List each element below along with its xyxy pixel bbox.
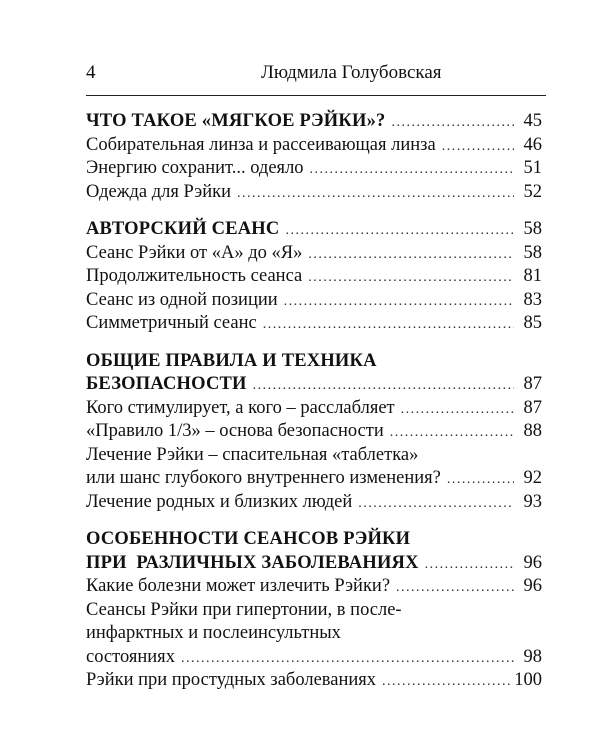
toc-heading-line[interactable]: ОСОБЕННОСТИ СЕАНСОВ РЭЙКИ (86, 529, 411, 549)
toc-item-title: Собирательная линза и рассеивающая линза (86, 134, 436, 155)
toc-page-number: 92 (523, 468, 542, 488)
toc-item-title: Сеанс Рэйки от «А» до «Я» (86, 242, 303, 263)
toc-item-title: Рэйки при простудных заболеваниях (86, 670, 377, 690)
leader-dots (391, 111, 514, 134)
leader-dots (237, 182, 514, 205)
toc-page-number: 45 (523, 111, 542, 131)
toc-page-number: 58 (523, 242, 542, 263)
toc-item[interactable] (86, 181, 542, 205)
toc-page-number: 87 (523, 374, 542, 394)
toc-item-title: Одежда для Рэйки (86, 181, 232, 202)
page-number: 4 (86, 62, 96, 83)
toc-item[interactable] (86, 397, 542, 421)
toc-item-title: Энергию сохранит... одеяло (86, 158, 304, 178)
table-of-contents (86, 110, 542, 693)
author-name: Людмила Голубовская (261, 62, 442, 83)
toc-item[interactable] (86, 420, 542, 444)
toc-item-line[interactable]: инфарктных и послеинсультных (86, 623, 341, 643)
toc-item-line[interactable]: Лечение Рэйки – спасительная «таблетка» (86, 444, 419, 465)
toc-page-number: 51 (523, 158, 542, 178)
leader-dots (390, 421, 514, 444)
toc-section (86, 110, 542, 204)
running-head (86, 62, 546, 86)
leader-dots (447, 468, 514, 491)
toc-page-number: 83 (523, 289, 542, 310)
toc-item[interactable] (86, 157, 542, 181)
toc-item[interactable] (86, 575, 542, 599)
toc-item-line[interactable]: Сеансы Рэйки при гипертонии, в после- (86, 599, 402, 620)
toc-page-number: 81 (523, 266, 542, 286)
toc-item-title: Какие болезни может излечить Рэйки? (86, 576, 391, 596)
toc-section (86, 528, 542, 693)
toc-item-title: «Правило 1/3» – основа безопасности (86, 421, 384, 441)
toc-item-title: Продолжительность сеанса (86, 266, 303, 286)
toc-page-number: 88 (523, 421, 542, 441)
toc-heading[interactable] (86, 218, 542, 242)
leader-dots (308, 243, 514, 266)
toc-item[interactable] (86, 289, 542, 313)
toc-item-title: Сеанс из одной позиции (86, 289, 278, 310)
toc-page-number: 100 (514, 670, 542, 690)
leader-dots (308, 266, 514, 289)
toc-page-number: 87 (523, 397, 542, 418)
toc-page-number: 85 (523, 313, 542, 333)
leader-dots (284, 290, 514, 313)
toc-heading-title: АВТОРСКИЙ СЕАНС (86, 219, 280, 239)
toc-item-title: Кого стимулирует, а кого – расслабляет (86, 397, 395, 418)
toc-heading[interactable] (86, 552, 542, 576)
toc-heading[interactable] (86, 373, 542, 397)
leader-dots (425, 553, 514, 576)
toc-item[interactable] (86, 265, 542, 289)
toc-page-number: 98 (523, 646, 542, 667)
toc-item-title: Лечение родных и близких людей (86, 491, 353, 512)
toc-item[interactable] (86, 134, 542, 158)
toc-item[interactable] (86, 491, 542, 515)
leader-dots (396, 576, 514, 599)
toc-page-number: 58 (523, 219, 542, 239)
toc-heading-title: ПРИ РАЗЛИЧНЫХ ЗАБОЛЕВАНИЯХ (86, 552, 419, 573)
toc-item[interactable] (86, 646, 542, 670)
header-rule (86, 95, 546, 96)
toc-page-number: 52 (523, 181, 542, 202)
toc-heading-title: БЕЗОПАСНОСТИ (86, 374, 247, 394)
toc-section (86, 350, 542, 515)
leader-dots (358, 492, 514, 515)
leader-dots (181, 647, 514, 670)
toc-item[interactable] (86, 312, 542, 336)
leader-dots (263, 313, 514, 336)
toc-heading-title: ЧТО ТАКОЕ «МЯГКОЕ РЭЙКИ»? (86, 111, 386, 131)
leader-dots (253, 374, 514, 397)
toc-item-title: Симметричный сеанс (86, 313, 257, 333)
toc-item[interactable] (86, 669, 542, 693)
leader-dots (310, 158, 514, 181)
toc-item[interactable] (86, 242, 542, 266)
toc-page-number: 96 (523, 576, 542, 596)
leader-dots (442, 135, 514, 158)
toc-item[interactable] (86, 467, 542, 491)
toc-page-number: 96 (523, 552, 542, 573)
toc-heading[interactable] (86, 110, 542, 134)
toc-item-title: или шанс глубокого внутреннего изменения? (86, 468, 441, 488)
leader-dots (401, 398, 514, 421)
toc-page-number: 46 (523, 134, 542, 155)
toc-heading-line[interactable]: ОБЩИЕ ПРАВИЛА И ТЕХНИКА (86, 350, 377, 371)
toc-item-title: состояниях (86, 646, 175, 667)
leader-dots (285, 219, 514, 242)
toc-section (86, 218, 542, 336)
leader-dots (382, 670, 512, 693)
toc-page-number: 93 (523, 491, 542, 512)
